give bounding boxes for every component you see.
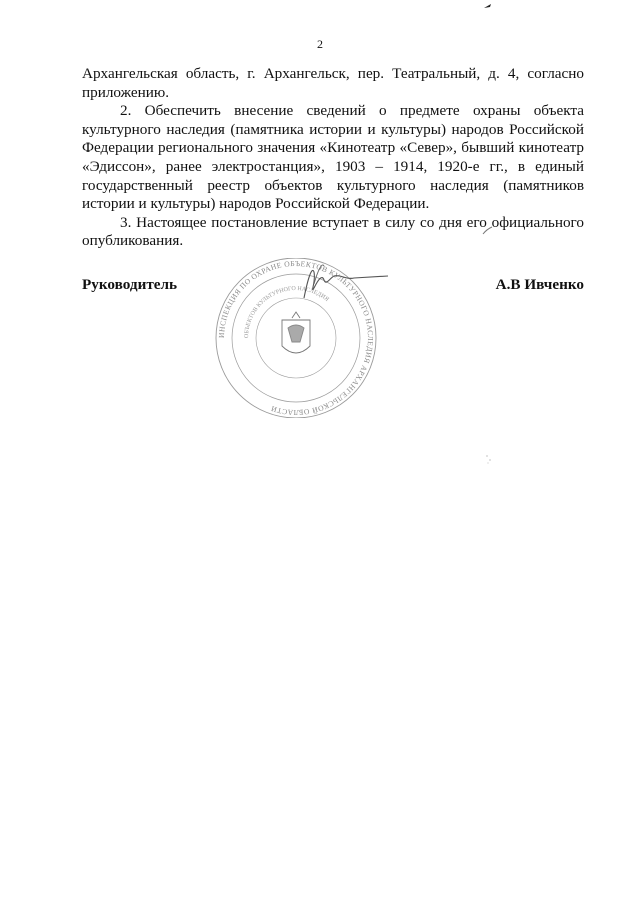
signatory-title: Руководитель <box>82 276 178 293</box>
scan-dots-mark <box>484 452 494 466</box>
paragraph-item-3: 3. Настоящее постановление вступает в силу со дня его официального опубликования. <box>82 213 584 250</box>
coat-of-arms-emblem-icon <box>282 312 310 353</box>
signatory-name: А.В Ивченко <box>495 276 584 293</box>
stamp-inner-text: ОБЪЕКТОВ КУЛЬТУРНОГО НАСЛЕДИЯ <box>243 285 330 339</box>
paragraph-address: Архангельская область, г. Архангельск, пер. Театральный, д. 4, согласно приложению. <box>82 65 584 101</box>
official-stamp-seal <box>196 258 396 418</box>
document-body <box>82 65 584 251</box>
stamp-outer-text: ИНСПЕКЦИЯ ПО ОХРАНЕ ОБЪЕКТОВ КУЛЬТУРНОГО НАСЛЕДИЯ АРХАНГЕЛЬСКОЙ ОБЛАСТИ <box>216 258 376 418</box>
paragraph-item-2: 2. Обеспечить внесение сведений о предмете охраны объекта культурного наследия (памятника истории и культуры) народов Российской Федерации регионального значения «Кинотеатр «Север», бывший кинотеатр «Эдиссон», ранее электростанция», 1903 – 1914, 1920-е гг., в единый государственный реестр объектов культурного наследия (памятников истории и культуры) народов Российской Федерации. <box>82 102 584 213</box>
page-number: 2 <box>317 37 323 51</box>
pen-tick-mark <box>482 226 494 236</box>
scan-speck-mark <box>483 2 493 10</box>
